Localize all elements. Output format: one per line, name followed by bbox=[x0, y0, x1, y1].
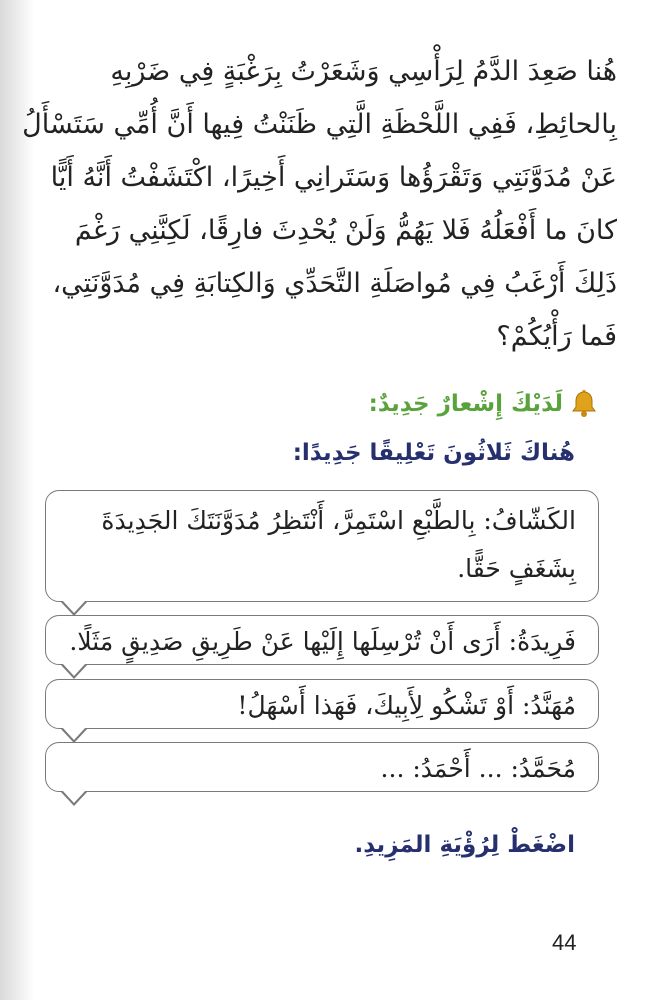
paragraph-line: بِالحائِطِ، فَفِي اللَّحْظَةِ الَّتِي ظَنَنْتُ فِيها أَنَّ أُمِّي سَتَسْأَلُ bbox=[22, 109, 617, 140]
notification-banner[interactable] bbox=[369, 390, 597, 418]
paragraph-line: عَنْ مُدَوَّنَتِي وَتَقْرَؤُها وَسَتَرانِي أَخِيرًا، اكْتَشَفْتُ أَنَّهُ أَيًّا bbox=[50, 162, 617, 193]
comment-bubble bbox=[45, 679, 599, 729]
paragraph-line: فَما رَأْيُكُمْ؟ bbox=[496, 321, 617, 352]
comment-text: مُحَمَّدُ: ... أَحْمَدُ: ... bbox=[380, 754, 576, 783]
comment-text: بِشَغَفٍ حَقًّا. bbox=[457, 554, 576, 583]
paragraph-line: هُنا صَعِدَ الدَّمُ لِرَأْسِي وَشَعَرْتُ بِرَغْبَةٍ فِي ضَرْبِهِ bbox=[110, 56, 617, 87]
comment-bubble bbox=[45, 742, 599, 792]
notification-text: لَدَيْكَ إِشْعارٌ جَدِيدٌ: bbox=[368, 391, 563, 417]
page-number: 44 bbox=[552, 930, 577, 955]
comment-text: مُهَنَّدُ: أَوْ تَشْكُو لِأَبِيكَ، فَهَذا أَسْهَلُ! bbox=[237, 691, 576, 720]
paragraph-line: كانَ ما أَفْعَلُهُ فَلا يَهُمُّ وَلَنْ يُحْدِثَ فارِقًا، لَكِنَّنِي رَغْمَ bbox=[74, 215, 617, 246]
comment-text: الكَشّافُ: بِالطَّبْعِ اسْتَمِرَّ، أَنْتَظِرُ مُدَوَّنَتَكَ الجَدِيدَةَ bbox=[101, 506, 576, 535]
comments-count-heading: هُناكَ ثَلاثُونَ تَعْلِيقًا جَدِيدًا: bbox=[292, 440, 575, 466]
comment-bubble bbox=[45, 615, 599, 665]
comment-text: فَرِيدَةُ: أَرَى أَنْ تُرْسِلَها إِلَيْها عَنْ طَرِيقِ صَدِيقٍ مَثَلًا. bbox=[69, 627, 576, 656]
see-more-link[interactable]: اضْغَطْ لِرُؤْيَةِ المَزِيدِ. bbox=[354, 832, 575, 858]
comment-bubble bbox=[45, 490, 599, 602]
paragraph-line: ذَلِكَ أَرْغَبُ فِي مُواصَلَةِ التَّحَدِّي وَالكِتابَةِ فِي مُدَوَّنَتِي، bbox=[52, 268, 617, 299]
story-paragraph bbox=[22, 45, 617, 363]
bell-icon bbox=[571, 390, 597, 418]
